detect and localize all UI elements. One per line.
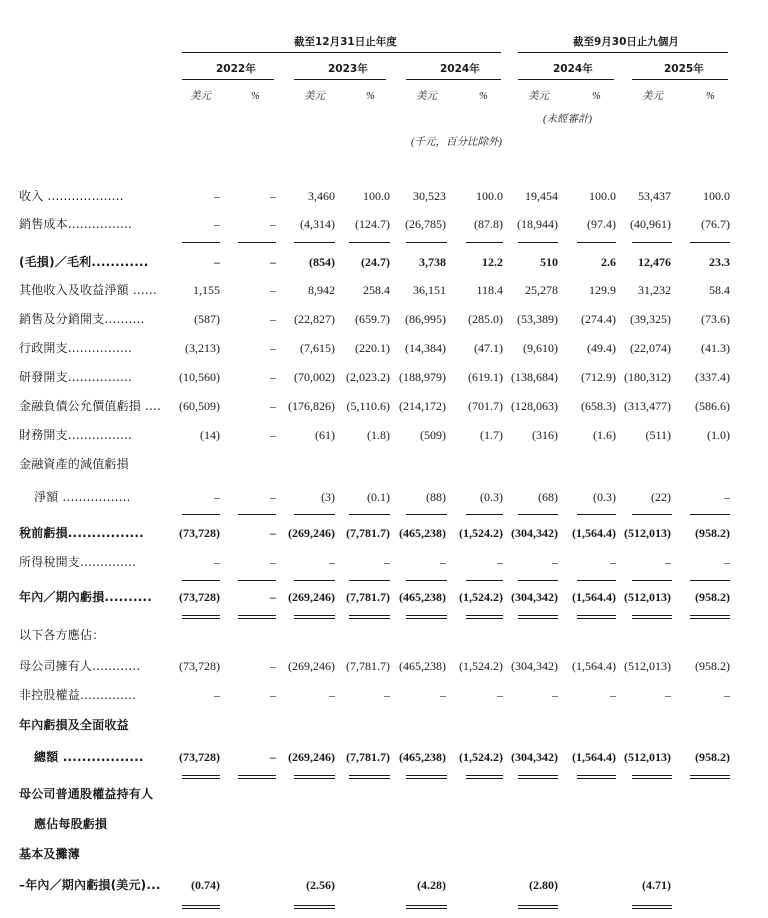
table-cell: (712.9): [581, 370, 616, 384]
subtotal-rule: [406, 580, 447, 581]
total-rule: [294, 908, 335, 909]
table-cell: –: [270, 555, 276, 569]
subtotal-rule: [690, 242, 730, 243]
total-rule: [632, 908, 672, 909]
total-rule: [238, 615, 276, 616]
subtotal-rule: [466, 580, 503, 581]
unit-usd: 美元: [642, 91, 663, 102]
table-cell: (128,063): [511, 399, 558, 413]
table-cell: (7,781.7): [346, 750, 390, 764]
row-label: 銷售及分銷開支..........: [19, 312, 145, 326]
year-header-2024: 2024年: [440, 63, 480, 75]
table-cell: (9,610): [523, 341, 558, 355]
subtotal-rule: [182, 514, 220, 515]
table-cell: 1,155: [193, 283, 220, 297]
header-nine-month-period: 截至9月30日止九個月: [573, 36, 679, 48]
table-cell: (512,013): [624, 659, 671, 673]
table-cell: –: [552, 688, 558, 702]
row-label: 行政開支................: [19, 341, 133, 355]
table-cell: (1.6): [593, 428, 616, 442]
table-cell: –: [270, 526, 276, 540]
total-rule: [518, 778, 558, 779]
subtotal-rule: [518, 514, 558, 515]
table-cell: –: [724, 555, 730, 569]
total-rule: [632, 778, 672, 779]
subtotal-rule: [518, 242, 558, 243]
table-cell: (512,013): [624, 750, 671, 764]
table-cell: –: [270, 428, 276, 442]
total-rule: [182, 618, 220, 619]
unit-usd: 美元: [416, 91, 437, 102]
subtotal-rule: [349, 580, 390, 581]
table-cell: (4.71): [642, 878, 671, 892]
table-cell: (18,944): [517, 217, 558, 231]
group-rule-annual: [182, 52, 501, 53]
subtotal-rule: [632, 514, 672, 515]
total-rule: [518, 905, 558, 906]
table-cell: (14): [200, 428, 220, 442]
table-cell: (509): [420, 428, 446, 442]
table-cell: (22,074): [630, 341, 671, 355]
total-rule: [632, 615, 672, 616]
unit-usd: 美元: [528, 91, 549, 102]
table-cell: 100.0: [363, 189, 390, 203]
table-cell: 2.6: [601, 255, 616, 269]
row-label: 金融資產的減值虧損: [19, 457, 129, 471]
table-cell: (2,023.2): [346, 370, 390, 384]
group-rule-nine-months: [518, 52, 728, 53]
table-cell: (269,246): [288, 659, 335, 673]
total-rule: [294, 905, 335, 906]
table-cell: (86,995): [405, 312, 446, 326]
subtotal-rule: [577, 514, 616, 515]
table-cell: (958.2): [695, 590, 730, 604]
table-cell: (854): [309, 255, 335, 269]
table-cell: (61): [315, 428, 335, 442]
subtotal-rule: [238, 514, 276, 515]
total-rule: [406, 908, 447, 909]
table-cell: (138,684): [511, 370, 558, 384]
row-label: 所得稅開支..............: [19, 555, 137, 569]
table-cell: –: [440, 688, 446, 702]
table-cell: –: [610, 555, 616, 569]
row-label: (毛損)／毛利............: [19, 255, 149, 269]
total-rule: [238, 775, 276, 776]
table-cell: (76.7): [701, 217, 730, 231]
total-rule: [632, 618, 672, 619]
row-label: 年內虧損及全面收益: [19, 718, 129, 732]
table-cell: (1,564.4): [572, 659, 616, 673]
table-cell: (586.6): [695, 399, 730, 413]
table-cell: (73.6): [701, 312, 730, 326]
table-cell: (1,524.2): [459, 526, 503, 540]
table-cell: (1,564.4): [572, 750, 616, 764]
table-cell: 36,151: [413, 283, 446, 297]
table-cell: –: [724, 490, 730, 504]
subtotal-rule: [238, 580, 276, 581]
table-cell: (22,827): [294, 312, 335, 326]
table-cell: (87.8): [474, 217, 503, 231]
subtotal-rule: [632, 242, 672, 243]
unit-pct: %: [366, 91, 375, 102]
table-cell: (465,238): [399, 750, 446, 764]
table-cell: –: [270, 688, 276, 702]
table-cell: 12.2: [482, 255, 503, 269]
total-rule: [349, 615, 390, 616]
table-cell: (958.2): [695, 659, 730, 673]
table-cell: (274.4): [581, 312, 616, 326]
table-cell: (316): [532, 428, 558, 442]
table-cell: 100.0: [703, 189, 730, 203]
table-cell: (587): [194, 312, 220, 326]
table-cell: (7,781.7): [346, 590, 390, 604]
table-cell: (5,110.6): [346, 399, 390, 413]
table-cell: –: [214, 189, 220, 203]
table-cell: (1.8): [367, 428, 390, 442]
table-cell: (512,013): [624, 526, 671, 540]
total-rule: [577, 615, 616, 616]
row-label: 非控股權益..............: [19, 688, 137, 702]
table-cell: (659.7): [355, 312, 390, 326]
subtotal-rule: [577, 580, 616, 581]
table-cell: –: [270, 255, 276, 269]
total-rule: [632, 775, 672, 776]
subtotal-rule: [518, 580, 558, 581]
year-header-2022: 2022年: [216, 63, 256, 75]
table-cell: (220.1): [355, 341, 390, 355]
total-rule: [690, 778, 730, 779]
total-rule: [466, 615, 503, 616]
table-cell: –: [270, 312, 276, 326]
table-cell: (1,564.4): [572, 526, 616, 540]
total-rule: [182, 908, 220, 909]
table-cell: 100.0: [476, 189, 503, 203]
table-cell: (337.4): [695, 370, 730, 384]
year-header-2024-nine-months: 2024年: [553, 63, 593, 75]
table-cell: (4.28): [417, 878, 446, 892]
table-cell: 3,460: [308, 189, 335, 203]
year-header-2023: 2023年: [328, 63, 368, 75]
unaudited-note: (未經審計): [543, 114, 592, 125]
total-rule: [294, 775, 335, 776]
table-cell: 53,437: [638, 189, 671, 203]
table-cell: 8,942: [308, 283, 335, 297]
total-rule: [182, 905, 220, 906]
table-cell: (53,389): [517, 312, 558, 326]
total-rule: [406, 618, 447, 619]
total-rule: [406, 905, 447, 906]
table-cell: –: [440, 555, 446, 569]
table-cell: 3,738: [419, 255, 446, 269]
table-cell: –: [270, 370, 276, 384]
table-cell: –: [214, 688, 220, 702]
table-cell: –: [270, 750, 276, 764]
total-rule: [349, 778, 390, 779]
table-cell: (88): [426, 490, 446, 504]
year-rule-2024: [406, 79, 501, 80]
total-rule: [518, 775, 558, 776]
table-cell: (39,325): [630, 312, 671, 326]
table-cell: –: [329, 555, 335, 569]
table-cell: (73,728): [179, 526, 220, 540]
table-cell: (2.80): [529, 878, 558, 892]
total-rule: [294, 618, 335, 619]
table-cell: –: [270, 341, 276, 355]
table-cell: –: [270, 217, 276, 231]
table-cell: –: [214, 490, 220, 504]
subtotal-rule: [406, 242, 447, 243]
unit-usd: 美元: [190, 91, 211, 102]
table-cell: (619.1): [468, 370, 503, 384]
total-rule: [466, 618, 503, 619]
unit-pct: %: [479, 91, 488, 102]
table-cell: (0.74): [191, 878, 220, 892]
total-rule: [182, 775, 220, 776]
table-cell: (49.4): [587, 341, 616, 355]
year-rule-2022: [182, 79, 274, 80]
total-rule: [518, 908, 558, 909]
table-cell: (188,979): [399, 370, 446, 384]
row-label: –年內／期內虧損(美元)...: [19, 878, 161, 892]
table-cell: –: [214, 217, 220, 231]
subtotal-rule: [294, 580, 335, 581]
total-rule: [238, 778, 276, 779]
table-cell: –: [214, 255, 220, 269]
table-cell: (41.3): [701, 341, 730, 355]
table-cell: –: [384, 688, 390, 702]
subtotal-rule: [238, 242, 276, 243]
table-cell: –: [270, 399, 276, 413]
total-rule: [632, 905, 672, 906]
table-cell: (73,728): [179, 659, 220, 673]
table-cell: –: [665, 688, 671, 702]
year-rule-2024-nine-months: [518, 79, 614, 80]
table-cell: (304,342): [511, 526, 558, 540]
table-cell: (7,781.7): [346, 526, 390, 540]
table-cell: (68): [538, 490, 558, 504]
table-cell: 19,454: [525, 189, 558, 203]
row-label: 應佔每股虧損: [34, 817, 108, 831]
table-cell: (124.7): [355, 217, 390, 231]
table-cell: –: [384, 555, 390, 569]
table-cell: –: [497, 688, 503, 702]
total-rule: [406, 615, 447, 616]
table-cell: 23.3: [709, 255, 730, 269]
table-cell: –: [610, 688, 616, 702]
table-cell: (176,826): [288, 399, 335, 413]
table-cell: (1.7): [480, 428, 503, 442]
table-cell: (47.1): [474, 341, 503, 355]
total-rule: [690, 615, 730, 616]
row-label: 研發開支................: [19, 370, 133, 384]
table-cell: (2.56): [306, 878, 335, 892]
year-rule-2025-nine-months: [632, 79, 728, 80]
table-cell: (269,246): [288, 750, 335, 764]
total-rule: [577, 775, 616, 776]
subtotal-rule: [349, 242, 390, 243]
table-cell: –: [270, 659, 276, 673]
table-cell: (465,238): [399, 659, 446, 673]
table-cell: (3): [321, 490, 335, 504]
subtotal-rule: [690, 514, 730, 515]
subtotal-rule: [182, 580, 220, 581]
table-cell: –: [270, 590, 276, 604]
row-label: 金融負債公允價值虧損 ....: [19, 399, 162, 413]
total-rule: [294, 615, 335, 616]
row-label: 母公司普通股權益持有人: [19, 787, 154, 801]
table-cell: (214,172): [399, 399, 446, 413]
table-cell: –: [724, 688, 730, 702]
unit-pct: %: [251, 91, 260, 102]
row-label: 以下各方應佔：: [19, 628, 105, 642]
table-cell: –: [497, 555, 503, 569]
table-cell: (22): [651, 490, 671, 504]
table-cell: 118.4: [476, 283, 503, 297]
table-cell: (97.4): [587, 217, 616, 231]
subtotal-rule: [294, 242, 335, 243]
table-cell: 129.9: [589, 283, 616, 297]
total-rule: [577, 618, 616, 619]
table-cell: (40,961): [630, 217, 671, 231]
unit-pct: %: [592, 91, 601, 102]
table-cell: (1.0): [707, 428, 730, 442]
subtotal-rule: [406, 514, 447, 515]
table-cell: –: [270, 490, 276, 504]
row-label: 財務開支................: [19, 428, 133, 442]
table-cell: –: [552, 555, 558, 569]
table-cell: (465,238): [399, 590, 446, 604]
table-cell: (0.3): [480, 490, 503, 504]
subtotal-rule: [182, 242, 220, 243]
table-cell: (0.1): [367, 490, 390, 504]
table-cell: (73,728): [179, 750, 220, 764]
table-cell: 12,476: [638, 255, 671, 269]
table-cell: (1,564.4): [572, 590, 616, 604]
total-rule: [238, 618, 276, 619]
table-cell: (313,477): [624, 399, 671, 413]
table-cell: (7,781.7): [346, 659, 390, 673]
table-cell: –: [329, 688, 335, 702]
table-cell: (658.3): [581, 399, 616, 413]
total-rule: [349, 775, 390, 776]
table-cell: (701.7): [468, 399, 503, 413]
row-label: 基本及攤薄: [19, 847, 81, 861]
table-cell: (60,509): [179, 399, 220, 413]
unit-usd: 美元: [304, 91, 325, 102]
row-label: 母公司擁有人............: [19, 659, 141, 673]
table-cell: (512,013): [624, 590, 671, 604]
row-label: 總額 .................: [34, 750, 144, 764]
table-cell: (3,213): [185, 341, 220, 355]
table-cell: –: [665, 555, 671, 569]
year-rule-2023: [294, 79, 386, 80]
table-cell: 510: [540, 255, 558, 269]
table-cell: (958.2): [695, 526, 730, 540]
table-cell: 100.0: [589, 189, 616, 203]
subtotal-rule: [466, 514, 503, 515]
row-label: 收入 ...................: [19, 189, 124, 203]
row-label: 銷售成本................: [19, 217, 133, 231]
row-label: 年內／期內虧損..........: [19, 590, 152, 604]
total-rule: [349, 618, 390, 619]
thousands-note: (千元，百分比除外): [411, 137, 502, 148]
table-cell: (70,002): [294, 370, 335, 384]
table-cell: (180,312): [624, 370, 671, 384]
total-rule: [690, 618, 730, 619]
table-cell: (1,524.2): [459, 659, 503, 673]
table-cell: (7,615): [300, 341, 335, 355]
total-rule: [182, 778, 220, 779]
table-cell: (285.0): [468, 312, 503, 326]
table-cell: –: [270, 189, 276, 203]
total-rule: [690, 775, 730, 776]
total-rule: [406, 775, 447, 776]
table-cell: (26,785): [405, 217, 446, 231]
total-rule: [406, 778, 447, 779]
subtotal-rule: [349, 514, 390, 515]
table-cell: 25,278: [525, 283, 558, 297]
table-cell: (73,728): [179, 590, 220, 604]
total-rule: [577, 778, 616, 779]
total-rule: [466, 778, 503, 779]
table-cell: (10,560): [179, 370, 220, 384]
table-cell: (269,246): [288, 526, 335, 540]
table-cell: 31,232: [638, 283, 671, 297]
total-rule: [294, 778, 335, 779]
subtotal-rule: [294, 514, 335, 515]
table-cell: (0.3): [593, 490, 616, 504]
total-rule: [518, 615, 558, 616]
table-cell: (465,238): [399, 526, 446, 540]
subtotal-rule: [577, 242, 616, 243]
row-label: 淨額 .................: [34, 490, 131, 504]
year-header-2025-nine-months: 2025年: [664, 63, 704, 75]
table-cell: (1,524.2): [459, 590, 503, 604]
table-cell: –: [214, 555, 220, 569]
table-cell: 58.4: [709, 283, 730, 297]
table-cell: (1,524.2): [459, 750, 503, 764]
table-cell: (24.7): [361, 255, 390, 269]
table-cell: 30,523: [413, 189, 446, 203]
total-rule: [518, 618, 558, 619]
subtotal-rule: [690, 580, 730, 581]
table-cell: 258.4: [363, 283, 390, 297]
total-rule: [182, 615, 220, 616]
table-cell: (14,384): [405, 341, 446, 355]
table-cell: (958.2): [695, 750, 730, 764]
table-cell: –: [270, 283, 276, 297]
header-annual-period: 截至12月31日止年度: [294, 36, 397, 48]
subtotal-rule: [466, 242, 503, 243]
table-cell: (304,342): [511, 590, 558, 604]
table-cell: (304,342): [511, 750, 558, 764]
unit-pct: %: [706, 91, 715, 102]
row-label: 稅前虧損................: [19, 526, 144, 540]
table-cell: (511): [645, 428, 671, 442]
table-cell: (4,314): [300, 217, 335, 231]
subtotal-rule: [632, 580, 672, 581]
table-cell: (269,246): [288, 590, 335, 604]
total-rule: [466, 775, 503, 776]
table-cell: (304,342): [511, 659, 558, 673]
row-label: 其他收入及收益淨額 ......: [19, 283, 157, 297]
